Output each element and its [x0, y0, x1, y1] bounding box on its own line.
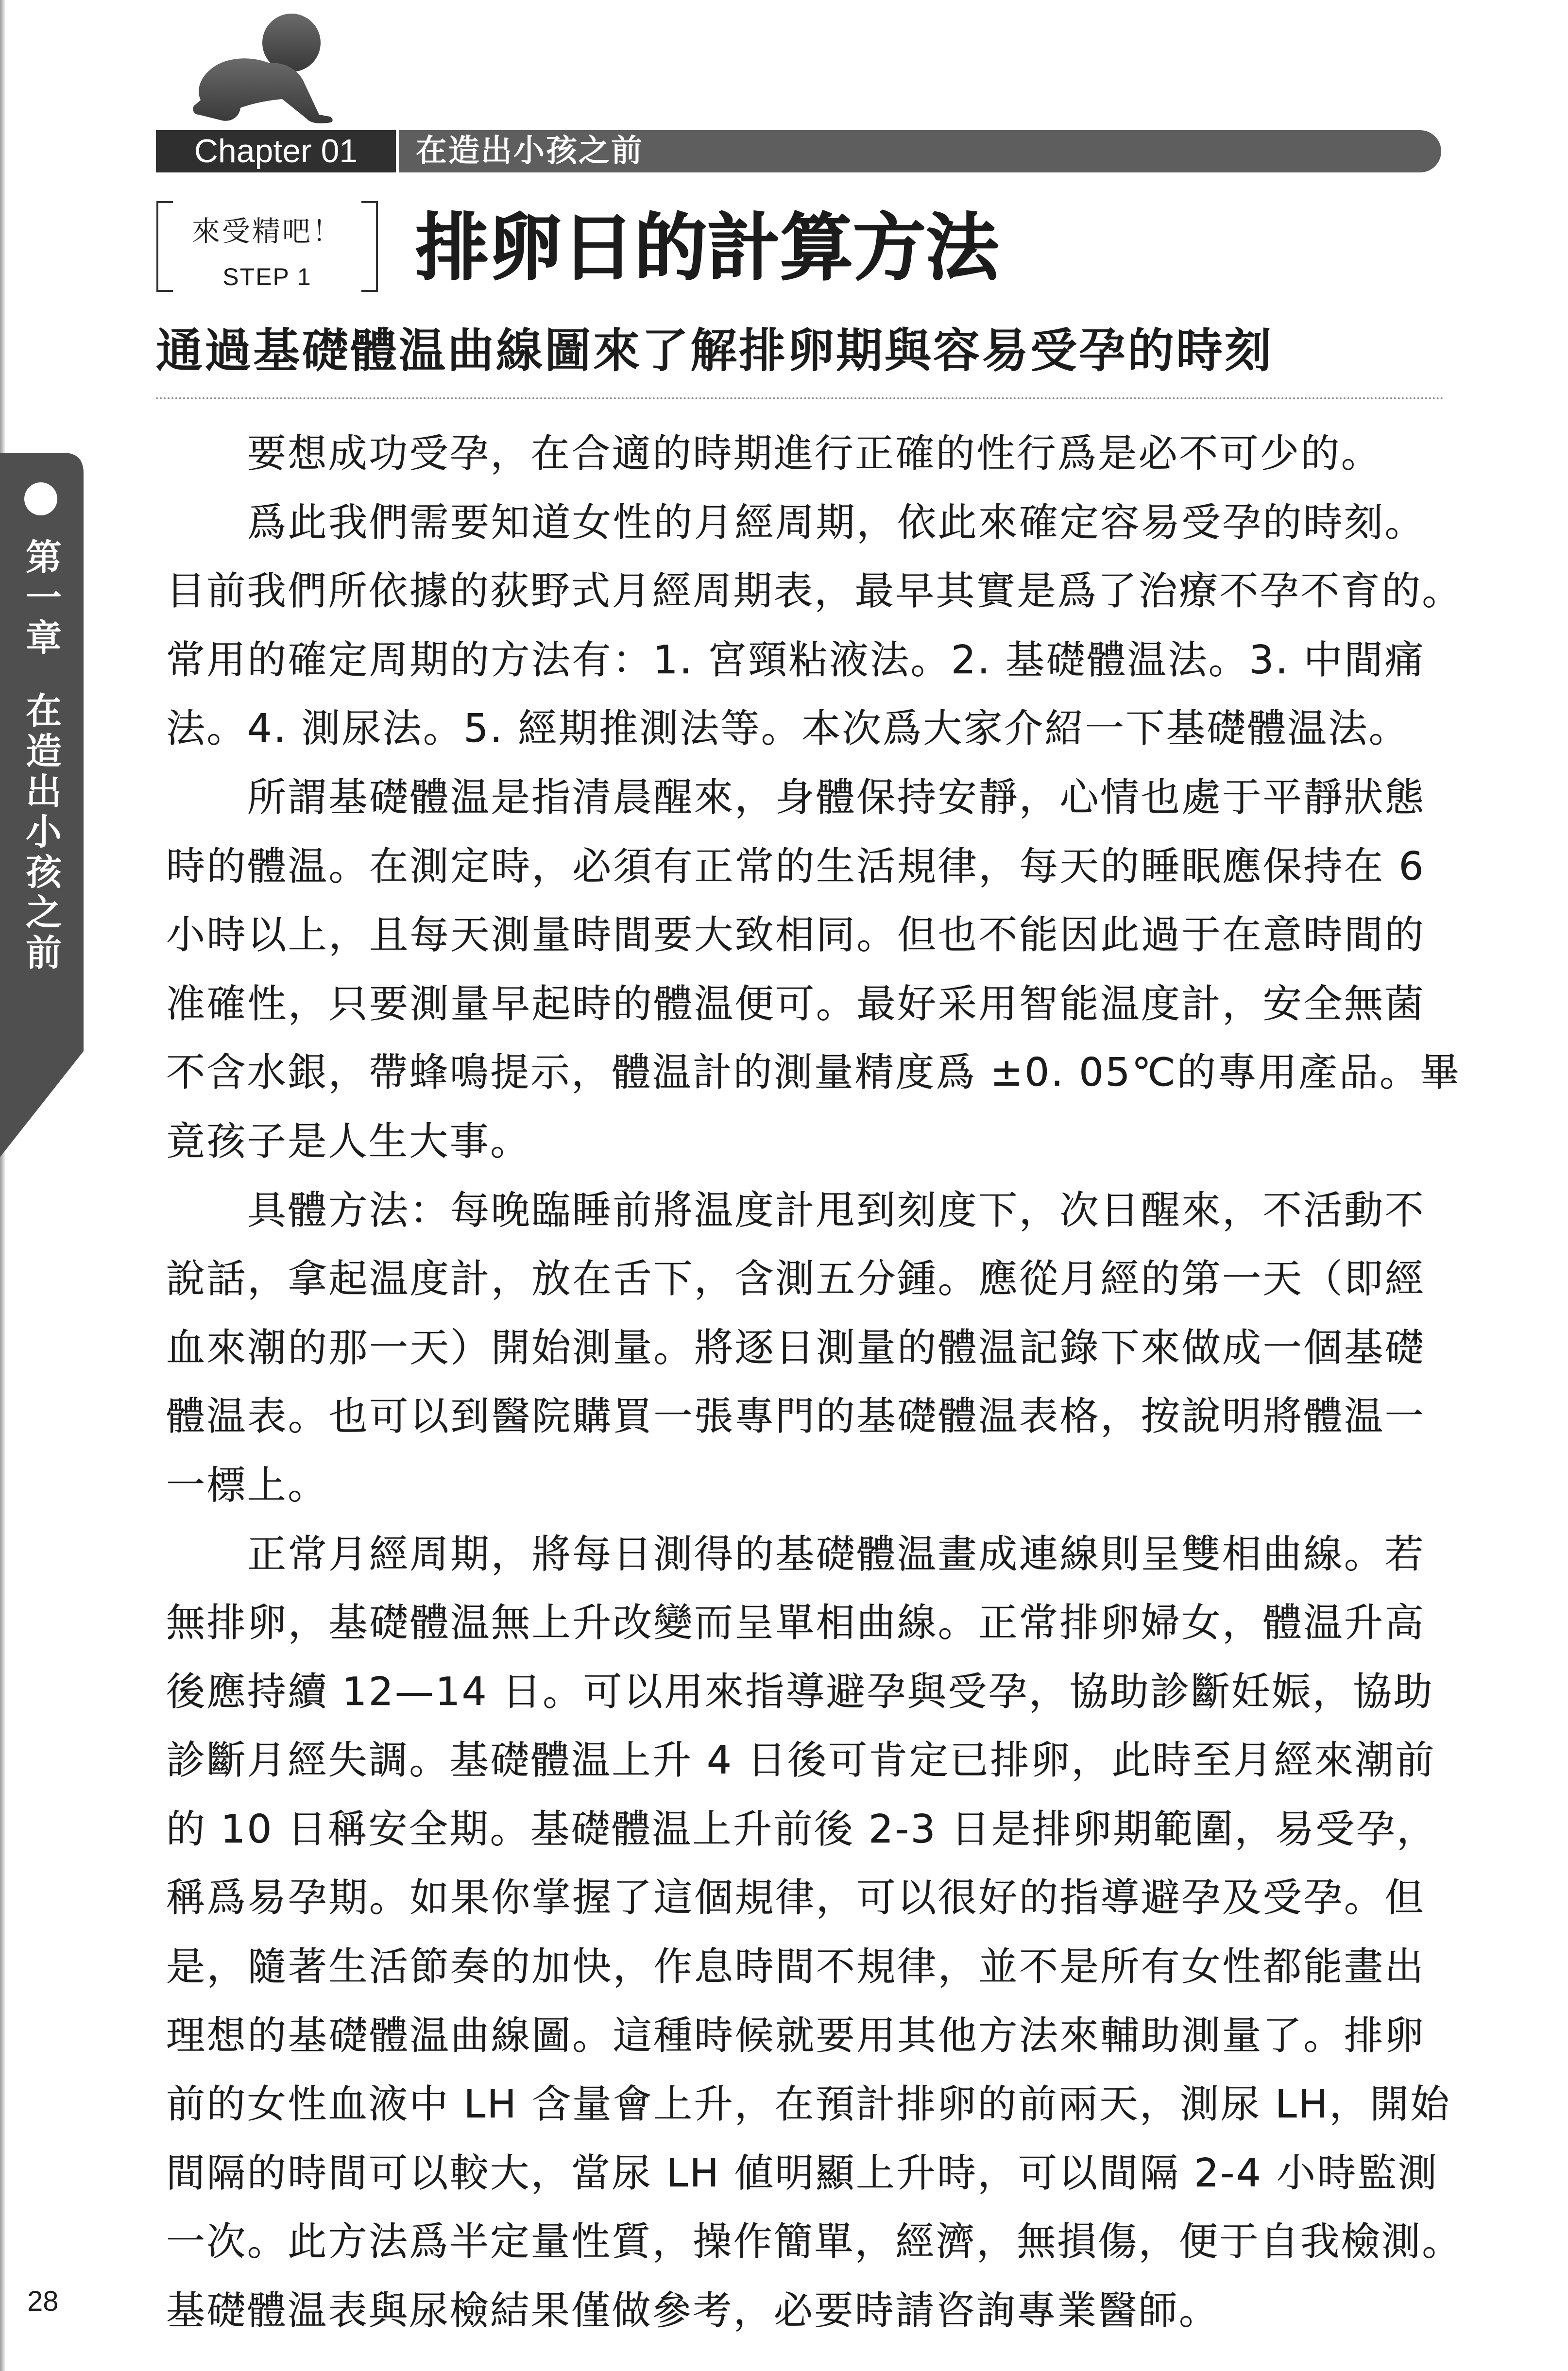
- body-line: 體温表。也可以到醫院購買一張專門的基礎體温表格，按說明將體温一: [166, 1394, 1425, 1439]
- page-spine-edge: [0, 0, 5, 2371]
- paragraph: [166, 763, 1461, 1176]
- chapter-title-bar: 在造出小孩之前: [396, 130, 1441, 172]
- body-line: 診斷月經失調。基礎體温上升 4 日後可肯定已排卵，此時至月經來潮前: [166, 1738, 1436, 1783]
- paragraph: [166, 488, 1463, 763]
- body-line: 具體方法：每晚臨睡前將温度計甩到刻度下，次日醒來，不活動不: [247, 1187, 1425, 1233]
- body-line: 爲此我們需要知道女性的月經周期，依此來確定容易受孕的時刻。: [247, 499, 1425, 545]
- body-line: 要想成功受孕，在合適的時期進行正確的性行爲是必不可少的。: [247, 431, 1382, 476]
- paragraph: [166, 1520, 1463, 2345]
- body-line: 一標上。: [166, 1462, 328, 1508]
- body-line: 准確性，只要測量早起時的體温便可。最好采用智能温度計，安全無菌: [166, 981, 1425, 1026]
- page-number: 28: [27, 2286, 59, 2317]
- body-line: 的 10 日稱安全期。基礎體温上升前後 2-3 日是排卵期範圍，易受孕，: [166, 1806, 1437, 1852]
- paragraph: [166, 419, 1425, 488]
- side-tab-title: 在造出小孩之前: [20, 692, 62, 974]
- body-line: 稱爲易孕期。如果你掌握了這個規律，可以很好的指導避孕及受孕。但: [166, 1875, 1425, 1921]
- bullet-icon: [24, 482, 57, 515]
- body-line: 基礎體温表與尿檢結果僅做參考，必要時請咨詢專業醫師。: [166, 2288, 1220, 2334]
- body-line: 間隔的時間可以較大，當尿 LH 値明顯上升時，可以間隔 2-4 小時監測: [166, 2150, 1439, 2196]
- body-line: 一次。此方法爲半定量性質，操作簡單，經濟，無損傷，便于自我檢測。: [166, 2219, 1463, 2265]
- body-line: 目前我們所依據的荻野式月經周期表，最早其實是爲了治療不孕不育的。: [166, 568, 1463, 614]
- body-line: 前的女性血液中 LH 含量會上升，在預計排卵的前兩天，測尿 LH，開始: [166, 2081, 1451, 2127]
- dotted-divider: [156, 397, 1444, 399]
- body-line: 無排卵，基礎體温無上升改變而呈單相曲線。正常排卵婦女，體温升高: [166, 1600, 1425, 1646]
- crawling-baby-icon: [192, 11, 338, 125]
- paragraph: [166, 1176, 1425, 1520]
- side-tab-chapter: 第一章: [20, 538, 62, 659]
- body-line: 後應持續 12—14 日。可以用來指導避孕與受孕，協助診斷妊娠，協助: [166, 1669, 1434, 1714]
- body-line: 時的體温。在測定時，必須有正常的生活規律，每天的睡眠應保持在 6: [166, 843, 1425, 889]
- body-text: [166, 419, 1463, 2345]
- body-line: 法。4. 測尿法。5. 經期推測法等。本次爲大家介紹一下基礎體温法。: [166, 706, 1410, 751]
- page-title: 排卵日的計算方法: [416, 206, 999, 290]
- body-line: 常用的確定周期的方法有：1. 宮頸粘液法。2. 基礎體温法。3. 中間痛: [166, 637, 1425, 682]
- chapter-label: Chapter 01: [156, 130, 396, 172]
- body-line: 小時以上，且每天測量時間要大致相同。但也不能因此過于在意時間的: [166, 912, 1425, 958]
- body-line: 所謂基礎體温是指清晨醒來，身體保持安靜，心情也處于平靜狀態: [247, 774, 1425, 820]
- step-label: 來受精吧！: [191, 215, 342, 248]
- body-line: 正常月經周期，將每日測得的基礎體温畫成連線則呈雙相曲線。若: [247, 1531, 1425, 1577]
- body-line: 說話，拿起温度計，放在舌下，含測五分鍾。應從月經的第一天（即經: [166, 1256, 1425, 1302]
- body-line: 血來潮的那一天）開始測量。將逐日測量的體温記錄下來做成一個基礎: [166, 1325, 1425, 1370]
- body-line: 是，隨著生活節奏的加快，作息時間不規律，並不是所有女性都能畫出: [166, 1944, 1425, 1990]
- step-box: [156, 201, 378, 292]
- page-subtitle: 通過基礎體温曲線圖來了解排卵期與容易受孕的時刻: [156, 324, 1273, 378]
- body-line: 竟孩子是人生大事。: [166, 1118, 531, 1164]
- body-line: 理想的基礎體温曲線圖。這種時候就要用其他方法來輔助測量了。排卵: [166, 2013, 1425, 2058]
- body-line: 不含水銀，帶蜂鳴提示，體温計的測量精度爲 ±0. 05℃的專用產品。畢: [166, 1050, 1461, 1095]
- step-number: STEP 1: [222, 263, 312, 290]
